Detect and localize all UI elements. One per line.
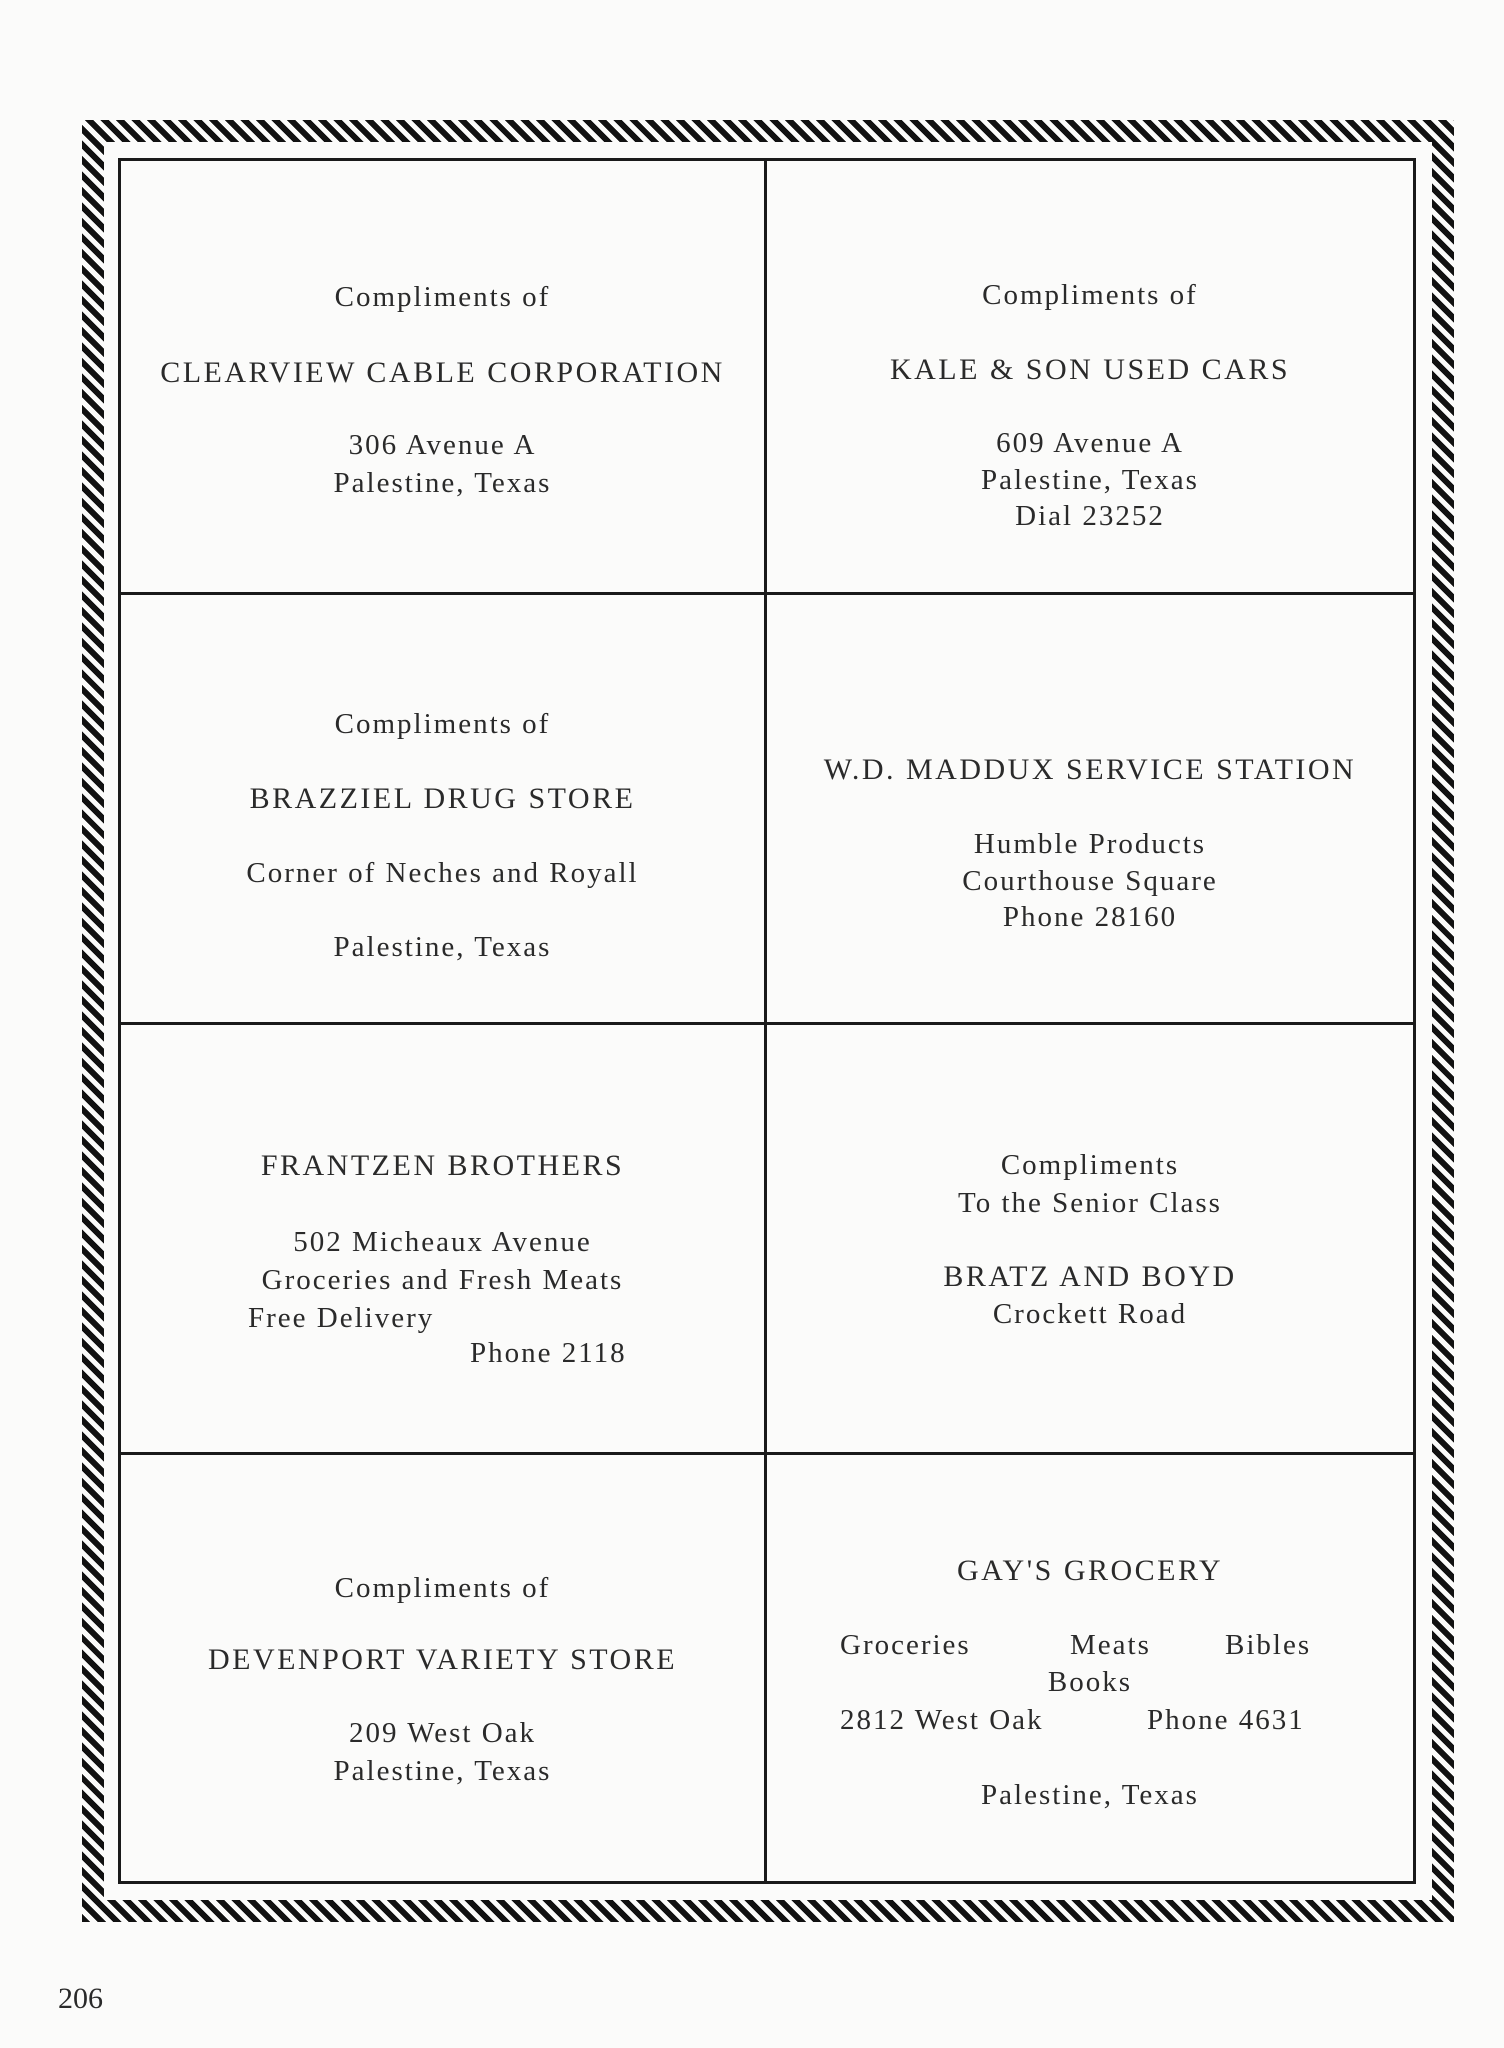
address: 306 Avenue A — [348, 429, 537, 461]
ad-kale-son — [767, 161, 1413, 595]
business-name: CLEARVIEW CABLE CORPORATION — [160, 356, 725, 389]
business-name: W.D. MADDUX SERVICE STATION — [823, 753, 1357, 786]
ad-intro: Compliments — [1000, 1149, 1180, 1181]
ad-intro: Compliments of — [982, 279, 1198, 311]
city: Palestine, Texas — [981, 1779, 1199, 1811]
ad-devenport-variety — [121, 1455, 767, 1881]
phone: Dial 23252 — [1015, 500, 1165, 532]
address: 609 Avenue A — [996, 427, 1184, 459]
address: Corner of Neches and Royall — [246, 857, 639, 889]
phone: Phone 28160 — [1002, 901, 1178, 933]
location: Courthouse Square — [962, 865, 1218, 897]
ad-clearview-cable — [121, 161, 767, 595]
ad-frantzen-brothers — [121, 1025, 767, 1455]
ad-bratz-boyd — [767, 1025, 1413, 1455]
address: 209 West Oak — [348, 1717, 537, 1749]
goods: Groceries and Fresh Meats — [261, 1264, 624, 1296]
ad-intro: Compliments of — [334, 708, 551, 740]
business-name: KALE & SON USED CARS — [889, 353, 1291, 386]
business-name: BRATZ AND BOYD — [943, 1260, 1237, 1293]
business-name: DEVENPORT VARIETY STORE — [207, 1643, 678, 1676]
ad-brazziel-drug — [121, 595, 767, 1025]
product-groceries: Groceries — [840, 1629, 971, 1661]
product-meats: Meats — [1070, 1629, 1151, 1661]
city: Palestine, Texas — [333, 467, 552, 499]
delivery: Free Delivery — [248, 1302, 435, 1334]
ad-grid — [118, 158, 1416, 1884]
ad-intro: Compliments of — [334, 281, 551, 313]
products: Humble Products — [973, 828, 1207, 860]
product-books: Books — [1047, 1666, 1133, 1698]
phone: Phone 2118 — [470, 1337, 627, 1369]
business-name: BRAZZIEL DRUG STORE — [249, 782, 636, 815]
page-number: 206 — [58, 1982, 103, 2015]
city: Palestine, Texas — [333, 931, 552, 963]
ad-intro: Compliments of — [334, 1572, 551, 1604]
address: 2812 West Oak — [840, 1704, 1044, 1736]
ad-maddux-service — [767, 595, 1413, 1025]
business-name: GAY'S GROCERY — [956, 1554, 1224, 1587]
product-bibles: Bibles — [1225, 1629, 1312, 1661]
address: Crockett Road — [992, 1298, 1188, 1330]
phone: Phone 4631 — [1147, 1704, 1305, 1736]
business-name: FRANTZEN BROTHERS — [260, 1149, 625, 1182]
city: Palestine, Texas — [981, 464, 1199, 496]
ad-gays-grocery — [767, 1455, 1413, 1881]
address: 502 Micheaux Avenue — [293, 1226, 592, 1258]
ad-dedication: To the Senior Class — [958, 1187, 1222, 1219]
city: Palestine, Texas — [333, 1755, 552, 1787]
